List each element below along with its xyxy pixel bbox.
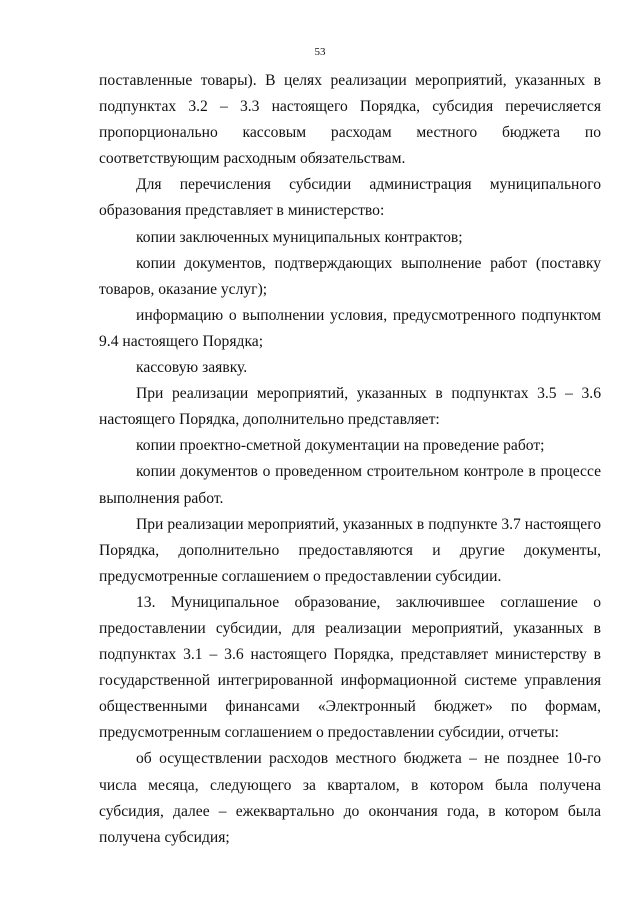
page-number: 53 [314, 46, 326, 58]
paragraph-additional-3-5: При реализации мероприятий, указанных в подпунктах 3.5 – 3.6 настоящего Порядка, дополнительно представляет: [99, 385, 601, 429]
paragraph-contracts: копии заключенных муниципальных контрактов; [136, 228, 463, 246]
paragraph-cash-request: кассовую заявку. [136, 359, 248, 377]
paragraph-documents-heading: Для перечисления субсидии администрация муниципального образования представляет в министерство: [99, 176, 601, 220]
paragraph-works-documents: копии документов, подтверждающих выполнение работ (поставку товаров, оказание услуг); [99, 254, 601, 298]
paragraph-condition-info: информацию о выполнении условия, предусмотренного подпунктом 9.4 настоящего Порядка; [99, 306, 601, 350]
paragraph-construction-control: копии документов о проведенном строительном контроле в процессе выполнения работ. [99, 463, 601, 507]
paragraph-item-13: 13. Муниципальное образование, заключившее соглашение о предоставлении субсидии, для реализации мероприятий, указанных в подпунктах 3.1 – 3.6 настоящего Порядка, представляет министерству в государственной интегрированной информационной системе управления общественными финансами «Электронный бюджет» по формам, предусмотренным соглашением о предоставлении субсидии, отчеты: [99, 593, 601, 742]
paragraph-intro-continuation: поставленные товары). В целях реализации мероприятий, указанных в подпунктах 3.2 – 3.3 настоящего Порядка, субсидия перечисляется пропорционально кассовым расходам местного бюджета по соответствующим расходным обязательствам. [99, 72, 601, 168]
paragraph-design-documentation: копии проектно-сметной документации на проведение работ; [136, 437, 545, 455]
paragraph-additional-3-7: При реализации мероприятий, указанных в подпункте 3.7 настоящего Порядка, дополнительно предоставляются и другие документы, предусмотренные соглашением о предоставлении субсидии. [99, 515, 601, 585]
document-body [99, 68, 601, 851]
paragraph-expense-report: об осуществлении расходов местного бюджета – не позднее 10-го числа месяца, следующего за кварталом, в котором была получена субсидия, далее – ежеквартально до окончания года, в котором была получена субсидия; [99, 750, 601, 846]
